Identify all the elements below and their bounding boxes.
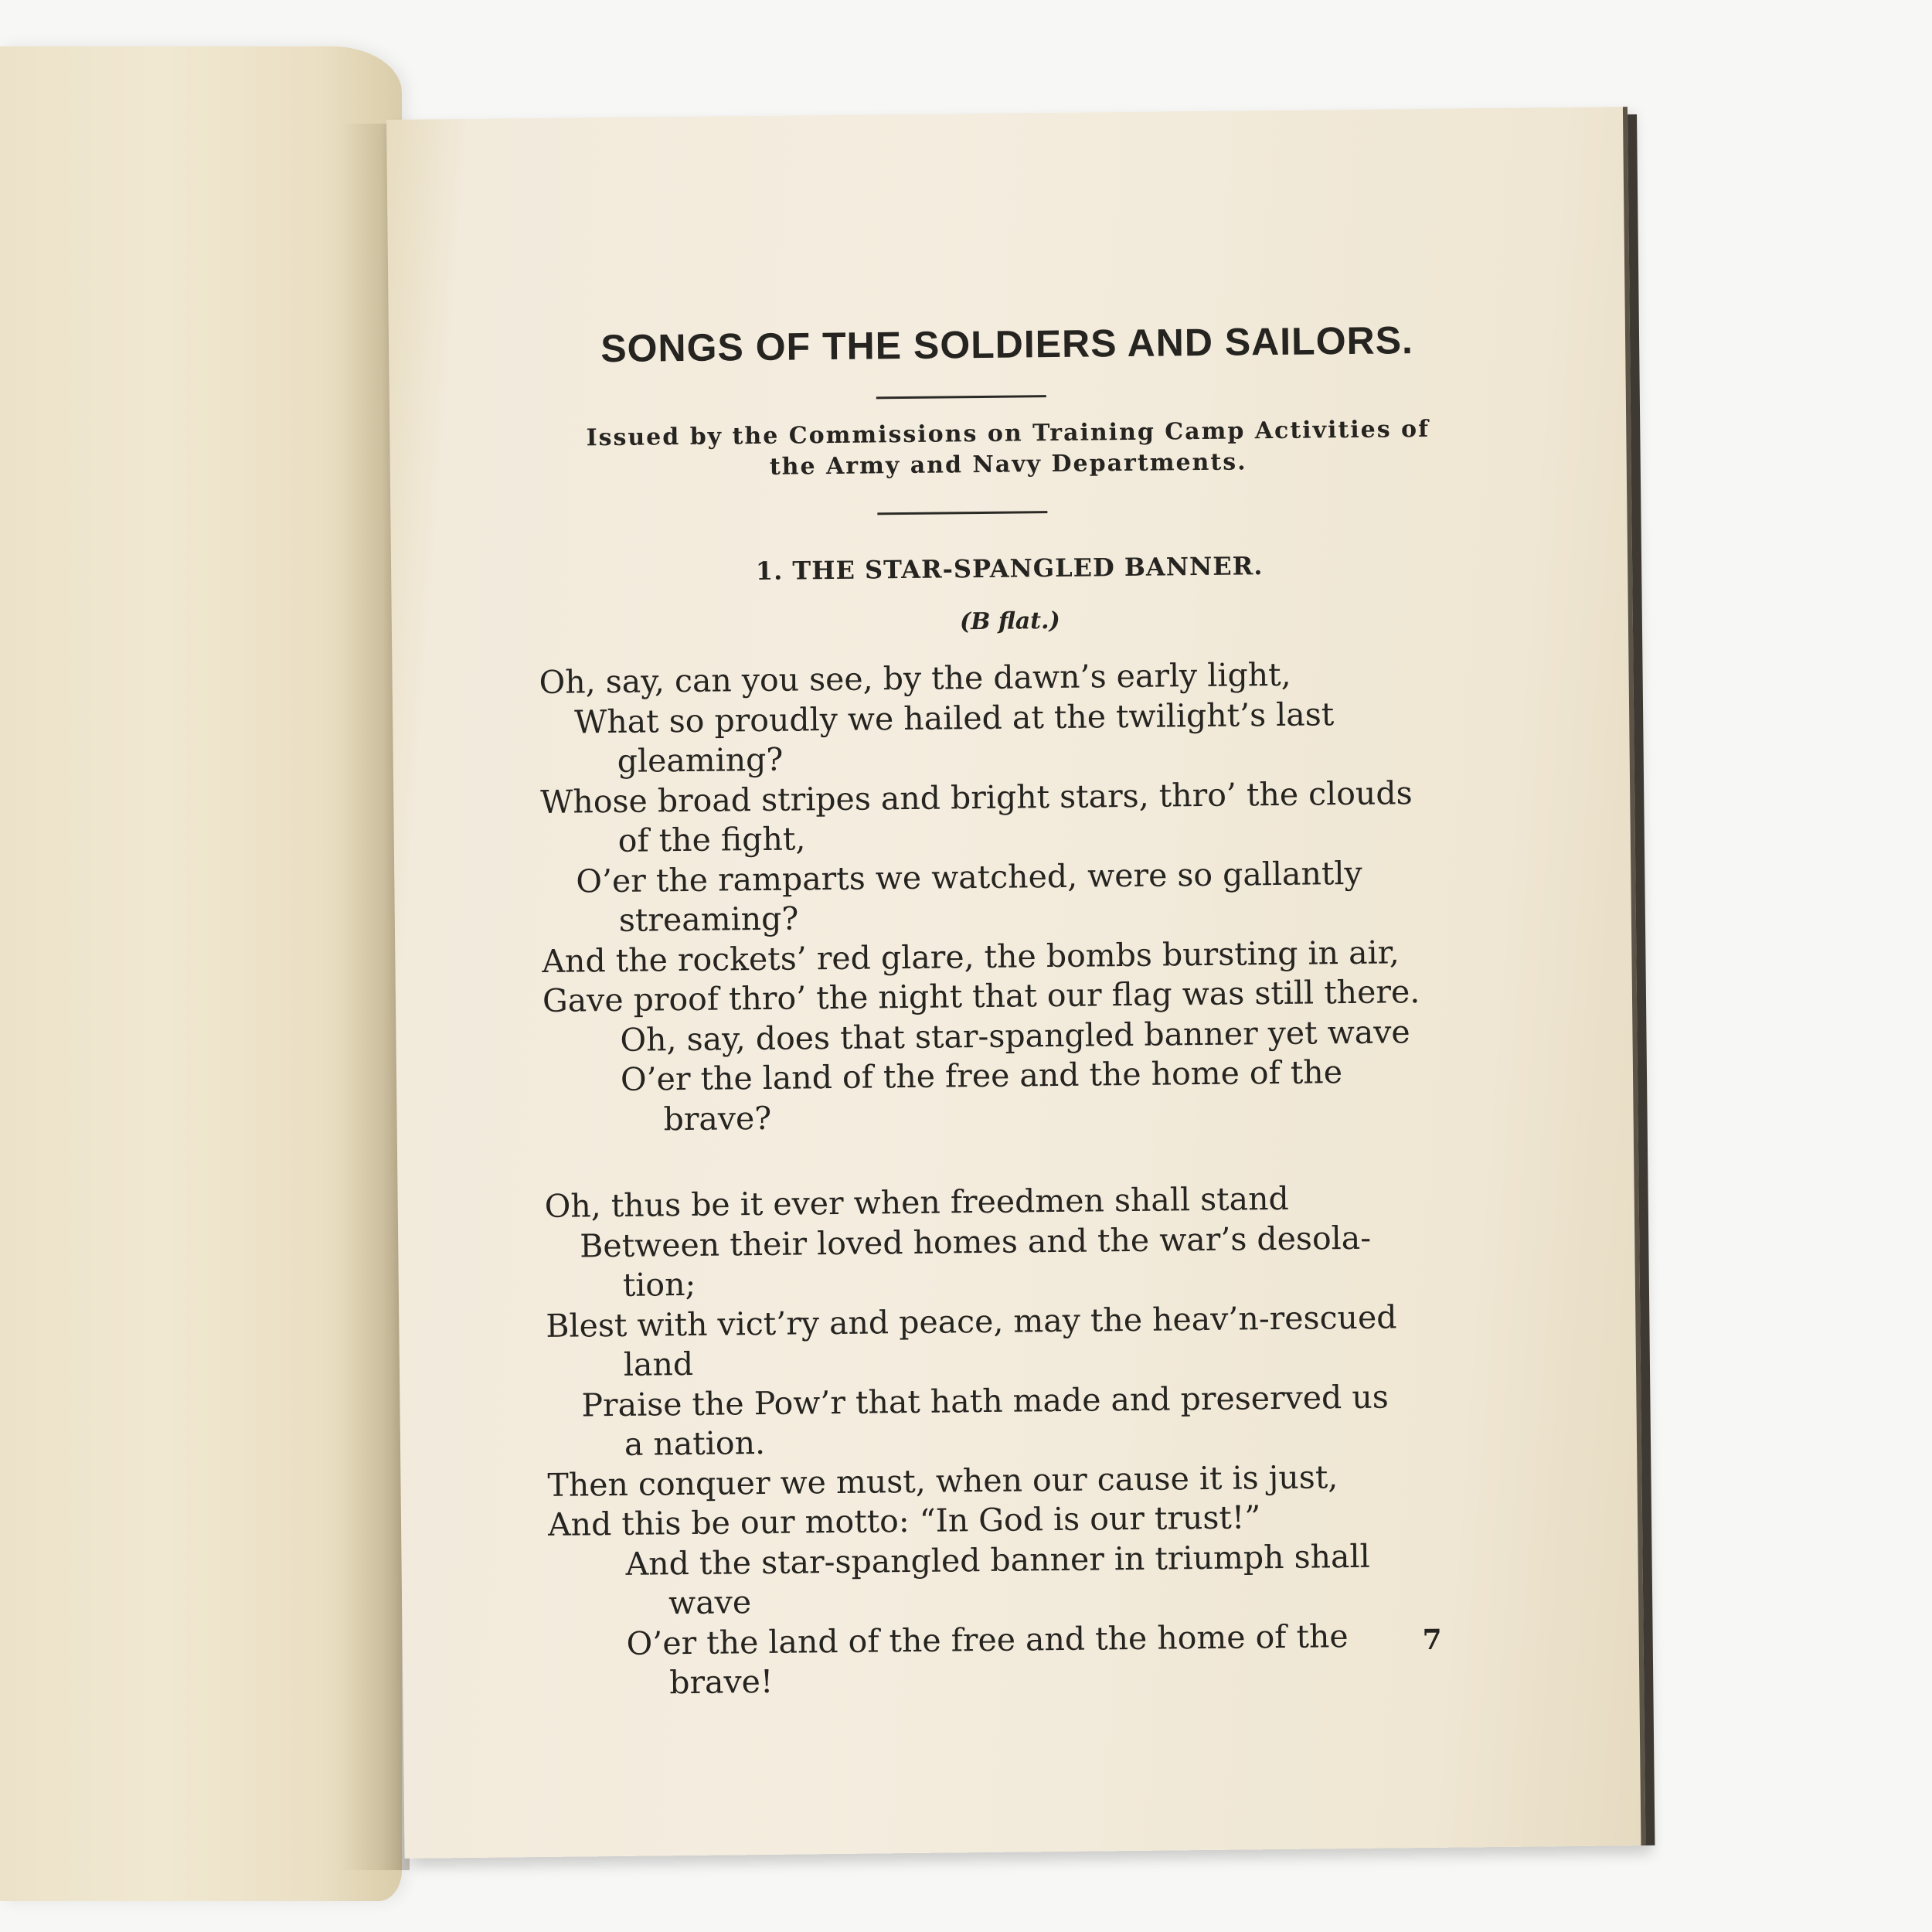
verse-line: Praise the Pow’r that hath made and preserved us xyxy=(581,1378,1389,1423)
verse-line: And the rockets’ red glare, the bombs bursting in air, xyxy=(542,933,1400,980)
song-title: 1. THE STAR-SPANGLED BANNER. xyxy=(755,551,1264,587)
verse-line: O’er the ramparts we watched, were so gallantly xyxy=(576,854,1362,900)
verse-line: Oh, say, does that star-spangled banner yet wave xyxy=(620,1012,1410,1059)
issued-rule xyxy=(877,511,1047,515)
song-key: (B flat.) xyxy=(959,607,1060,636)
verse-line: Gave proof thro’ the night that our flag was still there. xyxy=(542,973,1420,1019)
page-content xyxy=(386,107,1641,1859)
verse-line: What so proudly we hailed at the twilight’s last xyxy=(573,695,1335,740)
verse-line: Blest with vict’ry and peace, may the heav’n-rescued xyxy=(546,1298,1397,1345)
verse-line: land xyxy=(623,1345,694,1383)
verse-line: Then conquer we must, when our cause it is just, xyxy=(547,1458,1338,1504)
verse-line: a nation. xyxy=(624,1423,766,1463)
verse-line: Oh, thus be it ever when freedmen shall stand xyxy=(544,1179,1289,1225)
verse-line: wave xyxy=(668,1583,752,1622)
verse-line: Between their loved homes and the war’s desola- xyxy=(580,1219,1372,1264)
song-verses xyxy=(539,652,1616,1705)
verse-line: And the star-spangled banner in triumph shall xyxy=(625,1537,1370,1583)
verse-line: brave? xyxy=(663,1099,772,1138)
page-number: 7 xyxy=(1422,1623,1442,1657)
issued-line-2: the Army and Navy Departments. xyxy=(769,448,1247,481)
issued-line-1: Issued by the Commissions on Training Camp Activities of xyxy=(586,415,1430,452)
verse-line: of the fight, xyxy=(617,820,806,859)
verse-line: gleaming? xyxy=(617,740,784,780)
verse-line: Whose broad stripes and bright stars, thro’ the clouds xyxy=(540,774,1413,821)
verse-line: O’er the land of the free and the home of the xyxy=(626,1617,1349,1662)
right-page xyxy=(386,107,1645,1859)
page-title: SONGS OF THE SOLDIERS AND SAILORS. xyxy=(600,318,1414,371)
verse-line: O’er the land of the free and the home of the xyxy=(620,1053,1343,1098)
verse-1 xyxy=(539,652,1610,1141)
verse-line: And this be our motto: “In God is our trust!” xyxy=(547,1498,1261,1543)
verse-2 xyxy=(544,1175,1616,1704)
verse-line: Oh, say, can you see, by the dawn’s early light, xyxy=(539,655,1291,701)
verse-line: tion; xyxy=(622,1265,696,1304)
title-rule xyxy=(876,395,1046,399)
verse-line: streaming? xyxy=(618,900,799,939)
verse-line: brave! xyxy=(668,1662,774,1702)
issued-by-note xyxy=(389,412,1627,487)
